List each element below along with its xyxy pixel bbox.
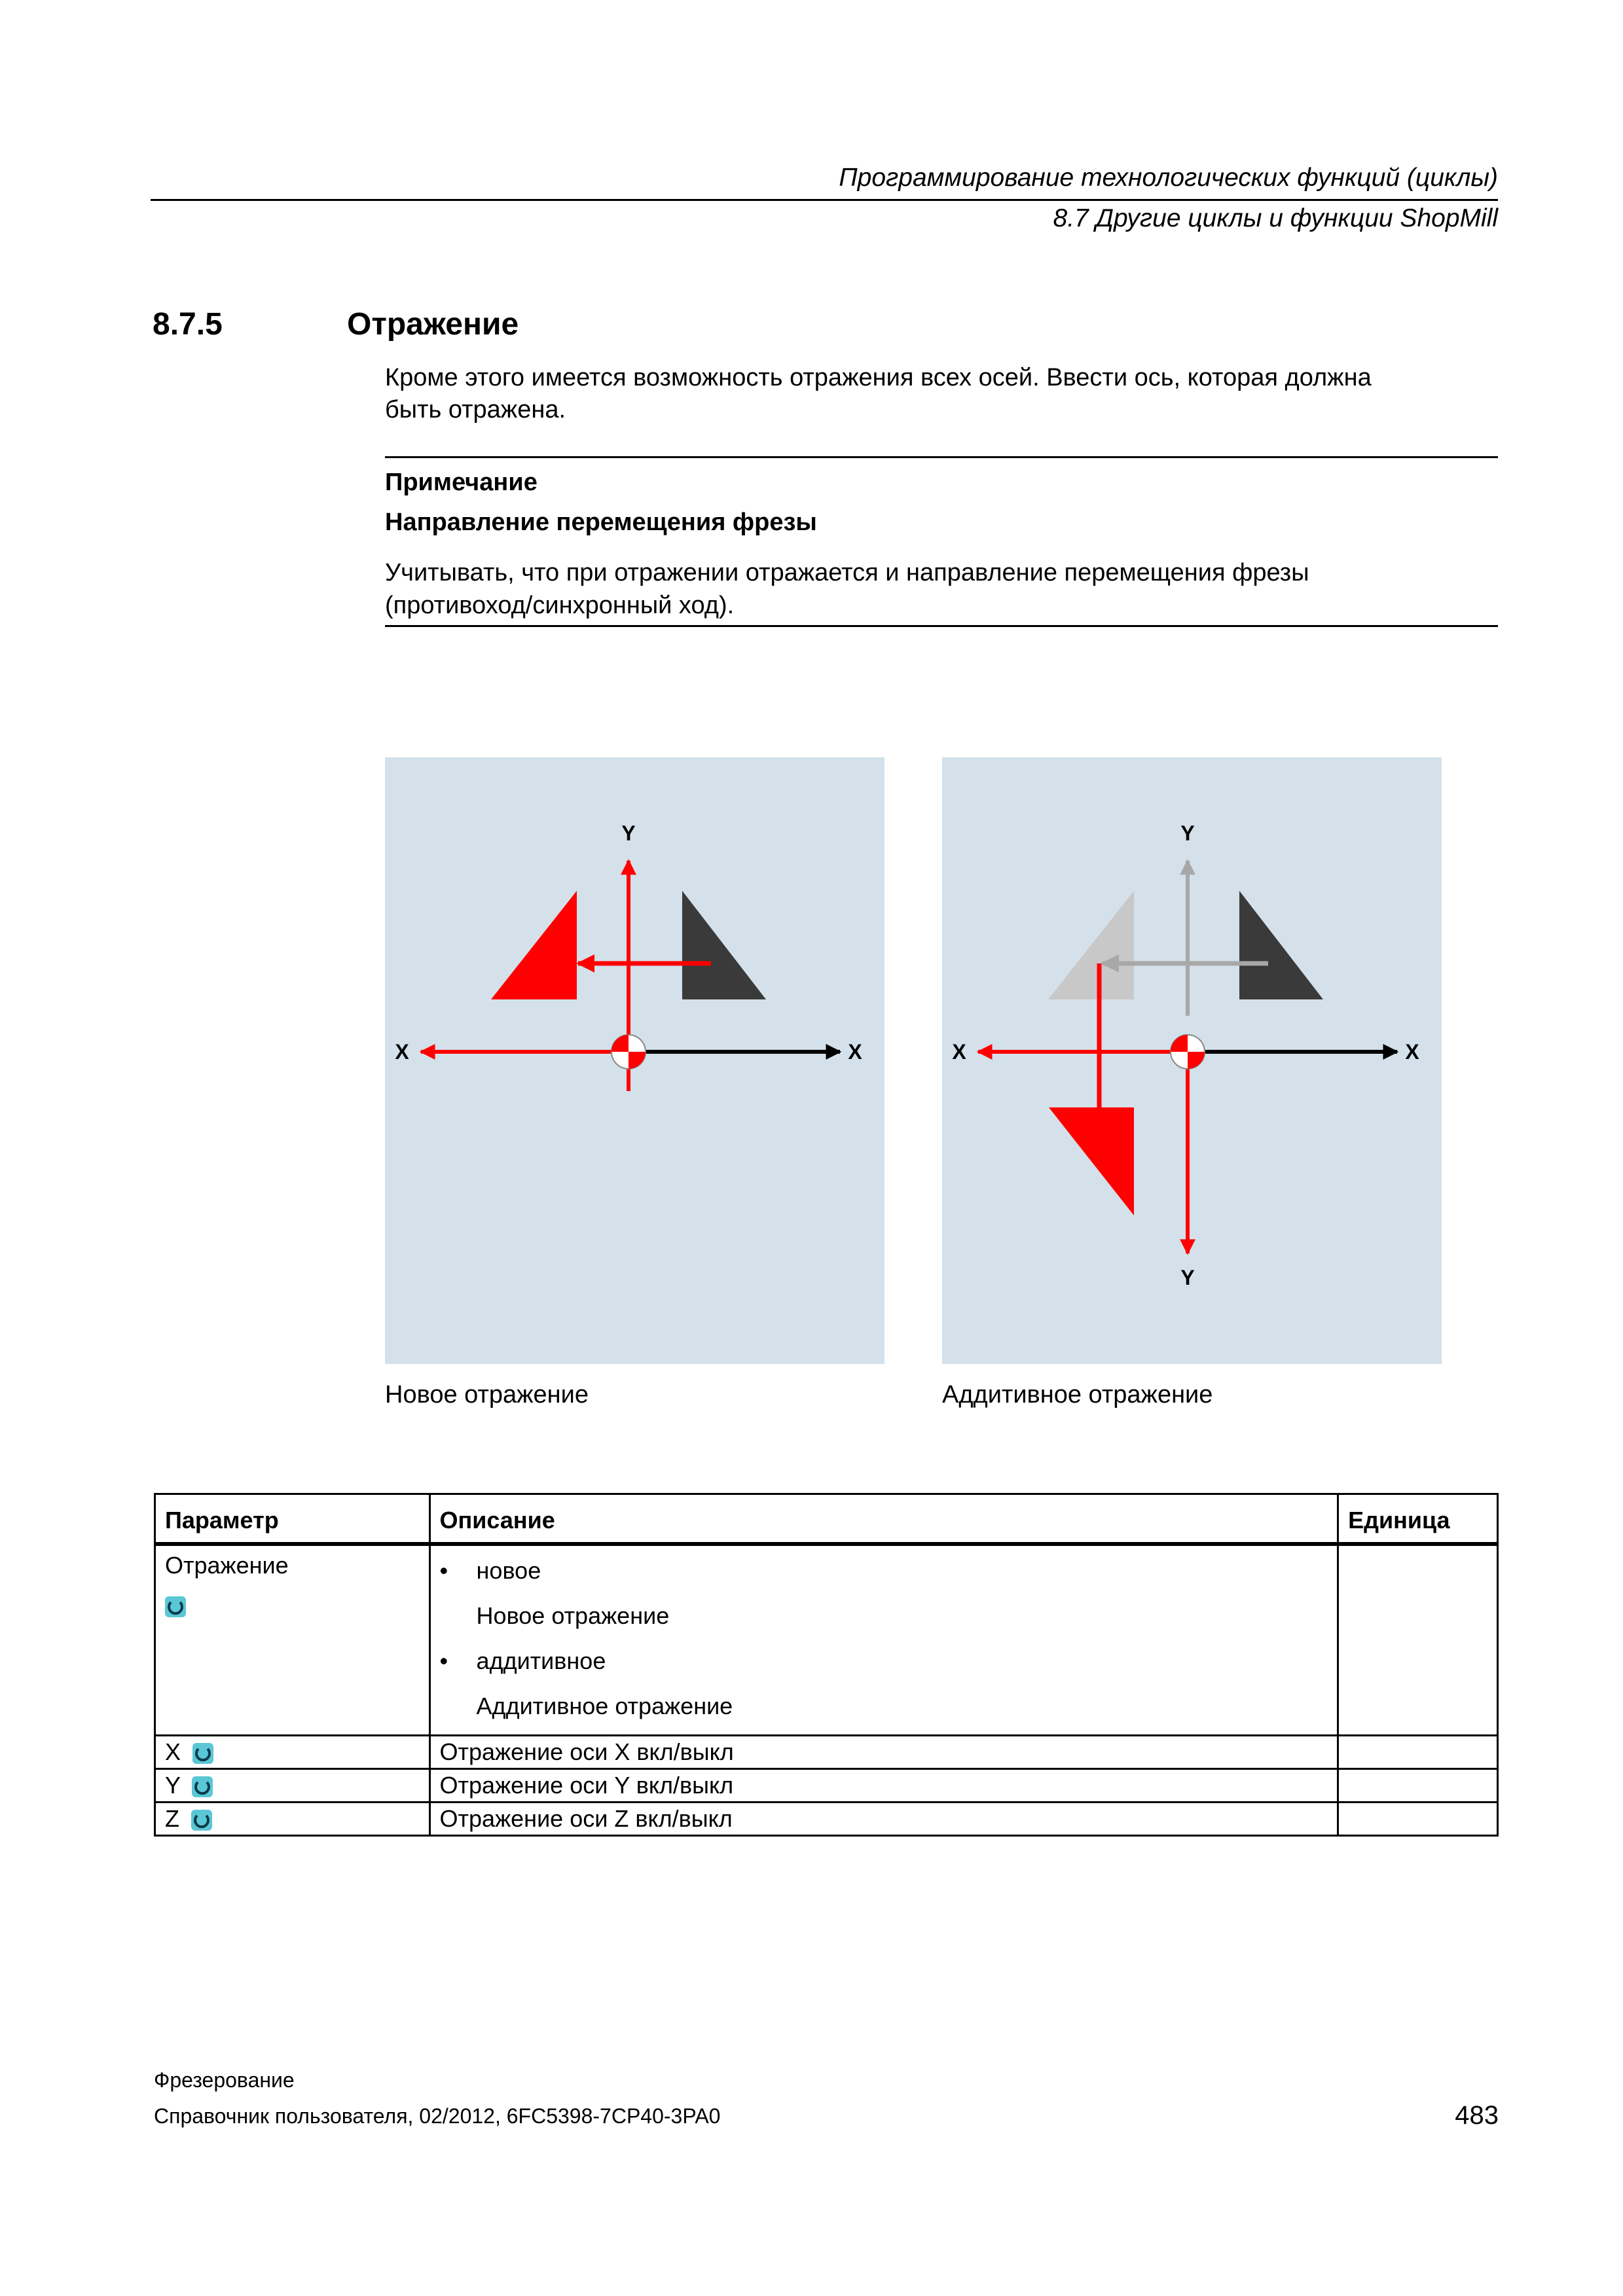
note-bottom-rule	[385, 625, 1498, 627]
mirrored-contour	[491, 891, 577, 999]
header-divider	[151, 199, 1498, 201]
axis-label-x-right: X	[1405, 1040, 1419, 1064]
param-cell-z	[155, 1803, 430, 1836]
figure-new-mirror	[385, 757, 884, 1364]
unit-cell-z	[1338, 1803, 1498, 1836]
section-title: Отражение	[347, 307, 519, 342]
toggle-icon[interactable]	[192, 1776, 213, 1797]
bullet-additive	[440, 1640, 1330, 1682]
origin-icon	[1171, 1035, 1205, 1069]
note-line-1: Учитывать, что при отражении отражается и направление перемещения фрезы	[385, 559, 1309, 586]
header-param: Параметр	[155, 1494, 430, 1545]
section-number: 8.7.5	[153, 307, 223, 342]
bullet-new-desc: Новое отражение	[476, 1602, 670, 1629]
param-cell-y	[155, 1769, 430, 1803]
desc-cell-x: Отражение оси X вкл/выкл	[429, 1736, 1338, 1769]
param-cell-mirror	[155, 1544, 430, 1736]
origin-icon	[611, 1035, 646, 1069]
table-row-z	[155, 1803, 1498, 1836]
param-mirror-icon-wrap	[165, 1592, 421, 1619]
note-line-2: (противоход/синхронный ход).	[385, 592, 735, 619]
header-unit: Единица	[1338, 1494, 1498, 1545]
axis-label-x-right: X	[848, 1040, 862, 1064]
caption-new-mirror: Новое отражение	[385, 1381, 589, 1408]
toggle-icon[interactable]	[192, 1743, 213, 1764]
toggle-icon[interactable]	[191, 1810, 212, 1831]
param-cell-x	[155, 1736, 430, 1769]
caption-additive-mirror: Аддитивное отражение	[942, 1381, 1213, 1408]
table-row-y	[155, 1769, 1498, 1803]
figure-new-mirror-drawing	[385, 757, 884, 1364]
bullet-dot: •	[439, 1557, 448, 1584]
desc-cell-z: Отражение оси Z вкл/выкл	[429, 1803, 1338, 1836]
unit-cell-mirror	[1338, 1544, 1498, 1736]
unit-cell-y	[1338, 1769, 1498, 1803]
unit-cell-x	[1338, 1736, 1498, 1769]
param-z-label: Z	[165, 1805, 179, 1832]
bullet-additive-desc: Аддитивное отражение	[476, 1693, 733, 1719]
note-heading: Направление перемещения фрезы	[385, 509, 817, 536]
bullet-new-text: новое	[476, 1557, 541, 1584]
bullet-new	[440, 1550, 1330, 1592]
parameter-table	[154, 1493, 1499, 1837]
note-top-rule	[385, 456, 1498, 458]
intro-line-1: Кроме этого имеется возможность отражения всех осей. Ввести ось, которая должна	[385, 364, 1372, 391]
desc-cell-y: Отражение оси Y вкл/выкл	[429, 1769, 1338, 1803]
axis-label-y-top: Y	[621, 821, 636, 845]
param-x-label: X	[165, 1738, 181, 1765]
bullet-additive-text: аддитивное	[476, 1647, 606, 1674]
original-contour	[682, 891, 766, 999]
axis-label-x-left: X	[952, 1040, 966, 1064]
bullet-dot: •	[439, 1647, 448, 1674]
note-label: Примечание	[385, 469, 538, 496]
param-y-label: Y	[165, 1772, 181, 1799]
header-desc: Описание	[429, 1494, 1338, 1545]
intro-line-2: быть отражена.	[385, 396, 566, 423]
original-contour	[1239, 891, 1323, 999]
header-chapter: Программирование технологических функций (циклы)	[839, 164, 1498, 192]
table-header-row	[155, 1494, 1498, 1545]
footer-line-1: Фрезерование	[154, 2068, 295, 2092]
param-mirror-label: Отражение	[165, 1552, 289, 1579]
figure-additive-mirror-drawing	[942, 757, 1442, 1364]
toggle-icon[interactable]	[165, 1596, 186, 1617]
desc-cell-mirror	[429, 1544, 1338, 1736]
axis-label-y-top: Y	[1180, 821, 1195, 845]
page-number: 483	[1455, 2101, 1499, 2130]
table-row-mirror	[155, 1544, 1498, 1736]
axis-label-x-left: X	[395, 1040, 409, 1064]
figure-additive-mirror	[942, 757, 1442, 1364]
axis-label-y-bottom: Y	[1180, 1266, 1195, 1289]
additive-mirror-contour	[1049, 1107, 1134, 1215]
footer-line-2: Справочник пользователя, 02/2012, 6FC5398-7CP40-3PA0	[154, 2104, 721, 2128]
table-row-x	[155, 1736, 1498, 1769]
previous-mirror-contour	[1048, 891, 1134, 999]
header-section: 8.7 Другие циклы и функции ShopMill	[1053, 204, 1498, 232]
